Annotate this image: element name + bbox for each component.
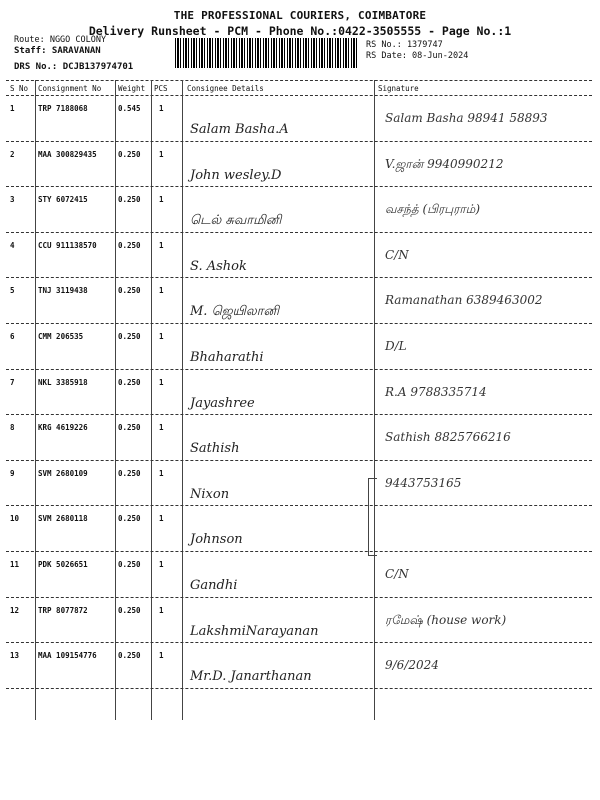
row-weight: 0.250 bbox=[118, 240, 141, 250]
row-consignment-no: NKL 3385918 bbox=[38, 377, 88, 387]
row-consignee-handwriting: Gandhi bbox=[190, 578, 238, 593]
row-consignee-handwriting: Mr.D. Janarthanan bbox=[190, 669, 312, 685]
row-sno: 11 bbox=[10, 560, 20, 569]
row-consignment-no: SVM 2680118 bbox=[38, 514, 88, 524]
row-separator bbox=[6, 232, 592, 233]
row-separator bbox=[6, 505, 592, 506]
row-pcs: 1 bbox=[159, 240, 164, 250]
row-signature-handwriting: Ramanathan 6389463002 bbox=[385, 293, 543, 308]
row-weight: 0.250 bbox=[118, 468, 141, 478]
company-title: THE PROFESSIONAL COURIERS, COIMBATORE bbox=[173, 9, 427, 22]
row-weight: 0.250 bbox=[118, 149, 141, 159]
row-signature-handwriting: V.ஜான் 9940990212 bbox=[385, 156, 504, 171]
row-separator bbox=[6, 460, 592, 461]
row-separator bbox=[6, 186, 592, 187]
row-signature-handwriting: Salam Basha 98941 58893 bbox=[385, 111, 548, 125]
row-weight: 0.250 bbox=[118, 195, 141, 205]
row-consignment-no: TNJ 3119438 bbox=[38, 286, 88, 296]
row-signature-handwriting: C/N bbox=[385, 567, 409, 581]
row-consignee-handwriting: Bhaharathi bbox=[190, 350, 264, 365]
row-weight: 0.250 bbox=[118, 377, 141, 387]
row-consignee-handwriting: Sathish bbox=[190, 441, 240, 457]
row-weight: 0.250 bbox=[118, 332, 141, 341]
row-sno: 1 bbox=[10, 104, 15, 113]
row-consignee-handwriting: Jayashree bbox=[190, 395, 255, 411]
row-consignment-no: KRG 4619226 bbox=[38, 423, 88, 433]
row-pcs: 1 bbox=[159, 560, 164, 569]
row-separator bbox=[6, 414, 592, 415]
staff-label: Staff: SARAVANAN bbox=[14, 46, 101, 56]
row-consignee-handwriting: டெல் சுவாமினி bbox=[190, 213, 282, 229]
header-top-rule bbox=[6, 80, 592, 81]
barcode-image bbox=[175, 38, 357, 68]
row-separator bbox=[6, 141, 592, 142]
runsheet-subtitle: Delivery Runsheet - PCM - Phone No.:0422-3505555 - Page No.:1 bbox=[88, 24, 512, 38]
row-pcs: 1 bbox=[159, 195, 164, 205]
route-label: Route: NGGO COLONY bbox=[14, 35, 107, 45]
row-consignment-no: PDK 5026651 bbox=[38, 560, 88, 569]
row-consignment-no: TRP 8077872 bbox=[38, 605, 88, 615]
row-separator bbox=[6, 597, 592, 598]
col-divider bbox=[182, 80, 183, 720]
row-consignment-no: SVM 2680109 bbox=[38, 468, 88, 478]
row-weight: 0.250 bbox=[118, 514, 141, 524]
row-separator bbox=[6, 688, 592, 689]
row-pcs: 1 bbox=[159, 149, 164, 159]
col-header-sno: S No bbox=[10, 84, 29, 93]
row-pcs: 1 bbox=[159, 651, 164, 661]
row-weight: 0.250 bbox=[118, 605, 141, 615]
row-signature-handwriting: C/N bbox=[385, 247, 409, 262]
row-separator bbox=[6, 277, 592, 278]
row-weight: 0.250 bbox=[118, 423, 141, 433]
col-header-weight: Weight bbox=[118, 84, 146, 93]
row-pcs: 1 bbox=[159, 377, 164, 387]
col-divider bbox=[115, 80, 116, 720]
row-sno: 13 bbox=[10, 651, 20, 661]
row-sno: 4 bbox=[10, 240, 15, 250]
row-separator bbox=[6, 551, 592, 552]
row-separator bbox=[6, 642, 592, 643]
row-weight: 0.250 bbox=[118, 651, 141, 661]
row-sno: 9 bbox=[10, 468, 15, 478]
row-pcs: 1 bbox=[159, 104, 164, 113]
row-signature-handwriting: 9/6/2024 bbox=[385, 658, 439, 673]
row-sno: 3 bbox=[10, 195, 15, 205]
row-weight: 0.250 bbox=[118, 560, 141, 569]
col-header-signature: Signature bbox=[378, 84, 419, 93]
row-signature-handwriting: வசந்த் (பிரபுராம்) bbox=[385, 202, 481, 217]
row-consignee-handwriting: Nixon bbox=[190, 486, 230, 502]
row-consignee-handwriting: John wesley.D bbox=[190, 167, 282, 183]
drs-number: DRS No.: DCJB137974701 bbox=[14, 62, 134, 72]
row-signature-handwriting: Sathish 8825766216 bbox=[385, 430, 511, 445]
row-sno: 10 bbox=[10, 514, 20, 524]
row-pcs: 1 bbox=[159, 514, 164, 524]
rs-number: RS No.: 1379747 bbox=[366, 40, 443, 50]
row-separator bbox=[6, 369, 592, 370]
row-consignment-no: MAA 300829435 bbox=[38, 149, 97, 159]
row-consignee-handwriting: S. Ashok bbox=[190, 258, 247, 274]
row-consignee-handwriting: Salam Basha.A bbox=[190, 122, 289, 137]
col-divider bbox=[151, 80, 152, 720]
row-sno: 8 bbox=[10, 423, 15, 433]
row-consignment-no: TRP 7188068 bbox=[38, 104, 88, 113]
row-sno: 7 bbox=[10, 377, 15, 387]
row-consignment-no: CCU 911138570 bbox=[38, 240, 97, 250]
row-sno: 6 bbox=[10, 332, 15, 341]
row-consignee-handwriting: Johnson bbox=[190, 532, 243, 548]
row-weight: 0.250 bbox=[118, 286, 141, 296]
row-signature-handwriting: ரமேஷ் (house work) bbox=[385, 612, 507, 627]
row-sno: 2 bbox=[10, 149, 15, 159]
col-header-pcs: PCS bbox=[154, 84, 168, 93]
header-bottom-rule bbox=[6, 95, 592, 96]
row-consignee-handwriting: M. ஜெயிலானி bbox=[190, 304, 280, 320]
row-consignment-no: CMM 206535 bbox=[38, 332, 84, 341]
row-consignee-handwriting: LakshmiNarayanan bbox=[190, 623, 319, 639]
row-pcs: 1 bbox=[159, 423, 164, 433]
rs-date: RS Date: 08-Jun-2024 bbox=[366, 51, 469, 61]
row-pcs: 1 bbox=[159, 332, 164, 341]
col-divider bbox=[374, 80, 375, 720]
row-pcs: 1 bbox=[159, 605, 164, 615]
col-divider bbox=[35, 80, 36, 720]
col-header-consignee: Consignee Details bbox=[187, 84, 264, 93]
row-consignment-no: STY 6072415 bbox=[38, 195, 88, 205]
row-pcs: 1 bbox=[159, 468, 164, 478]
signature-brace bbox=[368, 478, 377, 556]
row-signature-handwriting: D/L bbox=[385, 339, 407, 353]
row-pcs: 1 bbox=[159, 286, 164, 296]
row-consignment-no: MAA 109154776 bbox=[38, 651, 97, 661]
row-sno: 12 bbox=[10, 605, 20, 615]
row-signature-handwriting: R.A 9788335714 bbox=[385, 384, 487, 399]
row-separator bbox=[6, 323, 592, 324]
row-signature-handwriting: 9443753165 bbox=[385, 475, 462, 490]
row-sno: 5 bbox=[10, 286, 15, 296]
row-weight: 0.545 bbox=[118, 104, 141, 113]
col-header-consignment: Consignment No bbox=[38, 84, 102, 93]
